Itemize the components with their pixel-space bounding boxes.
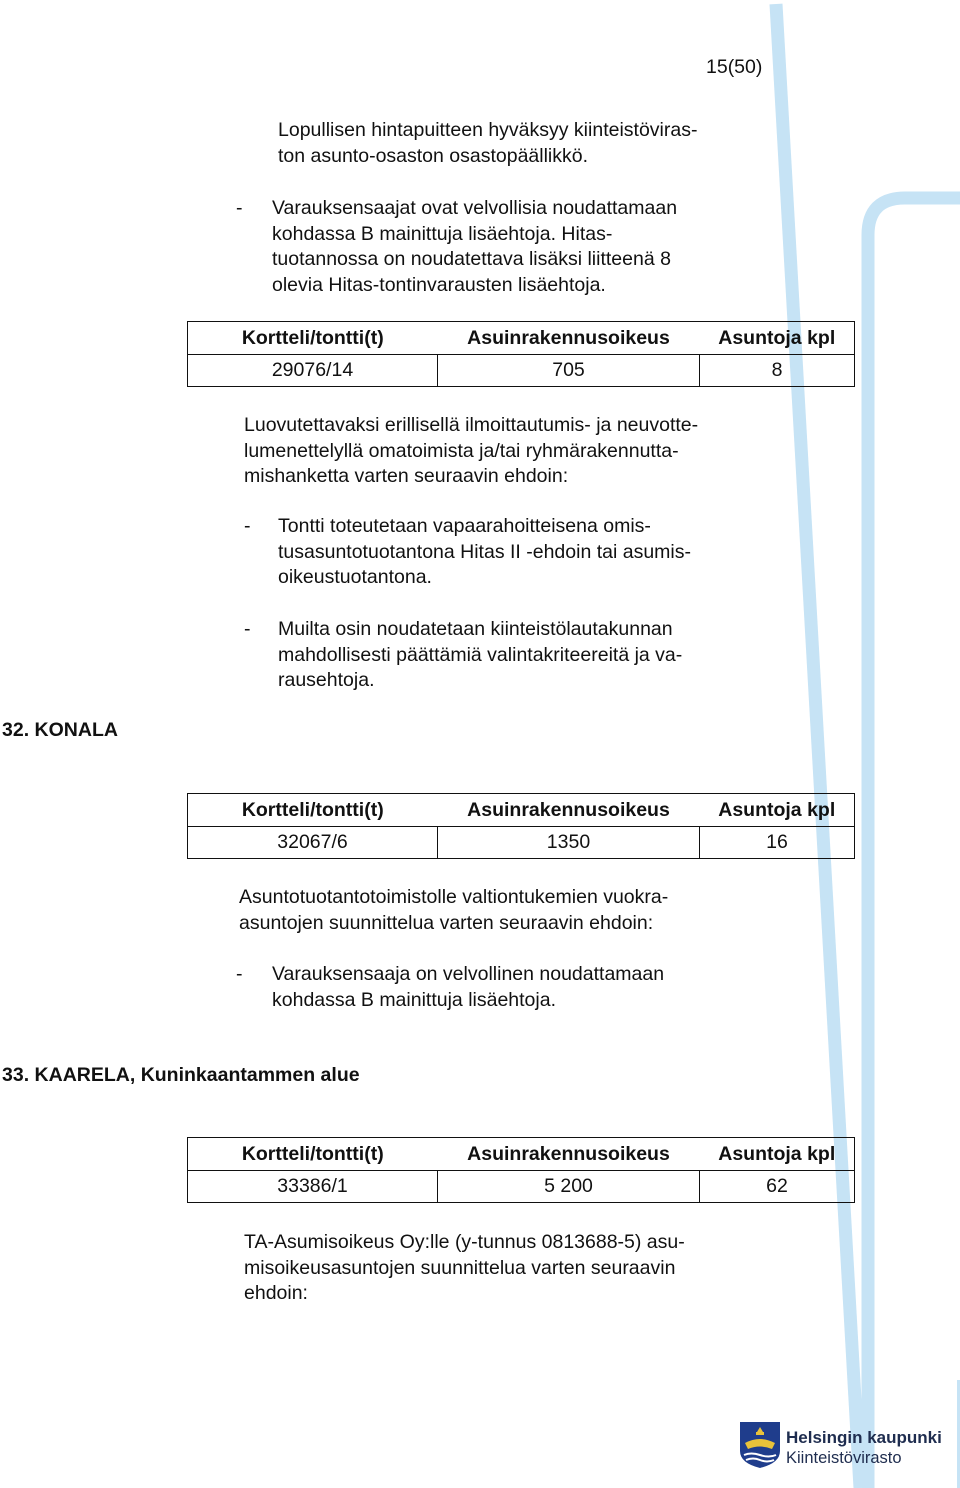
header-units: Asuntoja kpl [700, 322, 855, 355]
logo-line-city: Helsingin kaupunki [786, 1428, 942, 1447]
text-line: tusasuntotuotantona Hitas II -ehdoin tai asumis- [278, 540, 691, 563]
table-header-row [188, 794, 855, 827]
header-plot: Kortteli/tontti(t) [188, 322, 438, 355]
text-line: Varauksensaaja on velvollinen noudattamaan [272, 963, 665, 985]
table-row [188, 827, 855, 859]
plot-table-3 [187, 1137, 855, 1203]
text-line: kohdassa B mainittuja lisäehtoja. Hitas- [272, 222, 613, 245]
cell-units: 62 [700, 1171, 855, 1203]
header-units: Asuntoja kpl [700, 794, 855, 827]
table-row [188, 355, 855, 387]
page-number: 15(50) [706, 56, 763, 78]
text-line: oikeustuotantona. [278, 566, 432, 588]
text-line: ton asunto-osaston osastopäällikkö. [278, 144, 589, 167]
text-line: olevia Hitas-tontinvarausten lisäehtoja. [272, 273, 606, 296]
intro-paragraph [278, 118, 697, 169]
body-paragraph [239, 885, 668, 936]
text-line: rausehtoja. [278, 669, 375, 691]
bullet-dash: - [244, 515, 251, 537]
bullet-item [236, 196, 677, 298]
section-heading-33: 33. KAARELA, Kuninkaantammen alue [2, 1064, 360, 1086]
text-line: tuotannossa on noudatettava lisäksi liitteenä 8 [272, 248, 671, 270]
body-paragraph [244, 413, 698, 490]
helsinki-crest-logo [739, 1421, 781, 1469]
text-line: misoikeusasuntojen suunnittelua varten seuraavin [244, 1256, 676, 1279]
table-header-row [188, 1138, 855, 1171]
table-header-row [188, 322, 855, 355]
text-line: mishanketta varten seuraavin ehdoin: [244, 465, 569, 487]
header-rights: Asuinrakennusoikeus [438, 1138, 700, 1171]
text-line: mahdollisesti päättämiä valintakriteereitä ja va- [278, 643, 683, 666]
text-line: kohdassa B mainittuja lisäehtoja. [272, 988, 556, 1011]
bullet-item [236, 962, 664, 1013]
plot-table-1 [187, 321, 855, 387]
cell-units: 8 [700, 355, 855, 387]
cell-plot: 33386/1 [188, 1171, 438, 1203]
text-line: Varauksensaajat ovat velvollisia noudattamaan [272, 197, 678, 219]
text-line: Luovutettavaksi erillisellä ilmoittautumis- ja neuvotte- [244, 414, 699, 436]
header-rights: Asuinrakennusoikeus [438, 794, 700, 827]
text-line: Asuntotuotantotoimistolle valtiontukemien vuokra- [239, 886, 669, 908]
bullet-dash: - [236, 197, 243, 219]
text-line: Lopullisen hintapuitteen hyväksyy kiinteistöviras- [278, 119, 698, 141]
header-plot: Kortteli/tontti(t) [188, 1138, 438, 1171]
decor-line-left [776, 4, 860, 1488]
text-line: TA-Asumisoikeus Oy:lle (y-tunnus 0813688-5) asu- [244, 1231, 685, 1253]
section-heading-32: 32. KONALA [2, 719, 118, 741]
header-units: Asuntoja kpl [700, 1138, 855, 1171]
cell-rights: 1350 [438, 827, 700, 859]
cell-plot: 29076/14 [188, 355, 438, 387]
bullet-item [244, 617, 682, 694]
cell-units: 16 [700, 827, 855, 859]
cell-plot: 32067/6 [188, 827, 438, 859]
decor-line-curve [868, 198, 960, 1488]
logo-wordmark [786, 1428, 942, 1468]
text-line: asuntojen suunnittelua varten seuraavin ehdoin: [239, 911, 654, 934]
bullet-dash: - [236, 963, 243, 985]
plot-table-2 [187, 793, 855, 859]
body-paragraph [244, 1230, 685, 1307]
header-rights: Asuinrakennusoikeus [438, 322, 700, 355]
cell-rights: 5 200 [438, 1171, 700, 1203]
header-plot: Kortteli/tontti(t) [188, 794, 438, 827]
text-line: Muilta osin noudatetaan kiinteistölautakunnan [278, 618, 673, 640]
cell-rights: 705 [438, 355, 700, 387]
logo-line-agency: Kiinteistövirasto [786, 1449, 902, 1467]
bullet-item [244, 514, 691, 591]
bullet-dash: - [244, 618, 251, 640]
text-line: lumenettelyllä omatoimista ja/tai ryhmärakennutta- [244, 439, 679, 462]
text-line: Tontti toteutetaan vapaarahoitteisena omis- [278, 515, 651, 537]
text-line: ehdoin: [244, 1282, 308, 1304]
table-row [188, 1171, 855, 1203]
